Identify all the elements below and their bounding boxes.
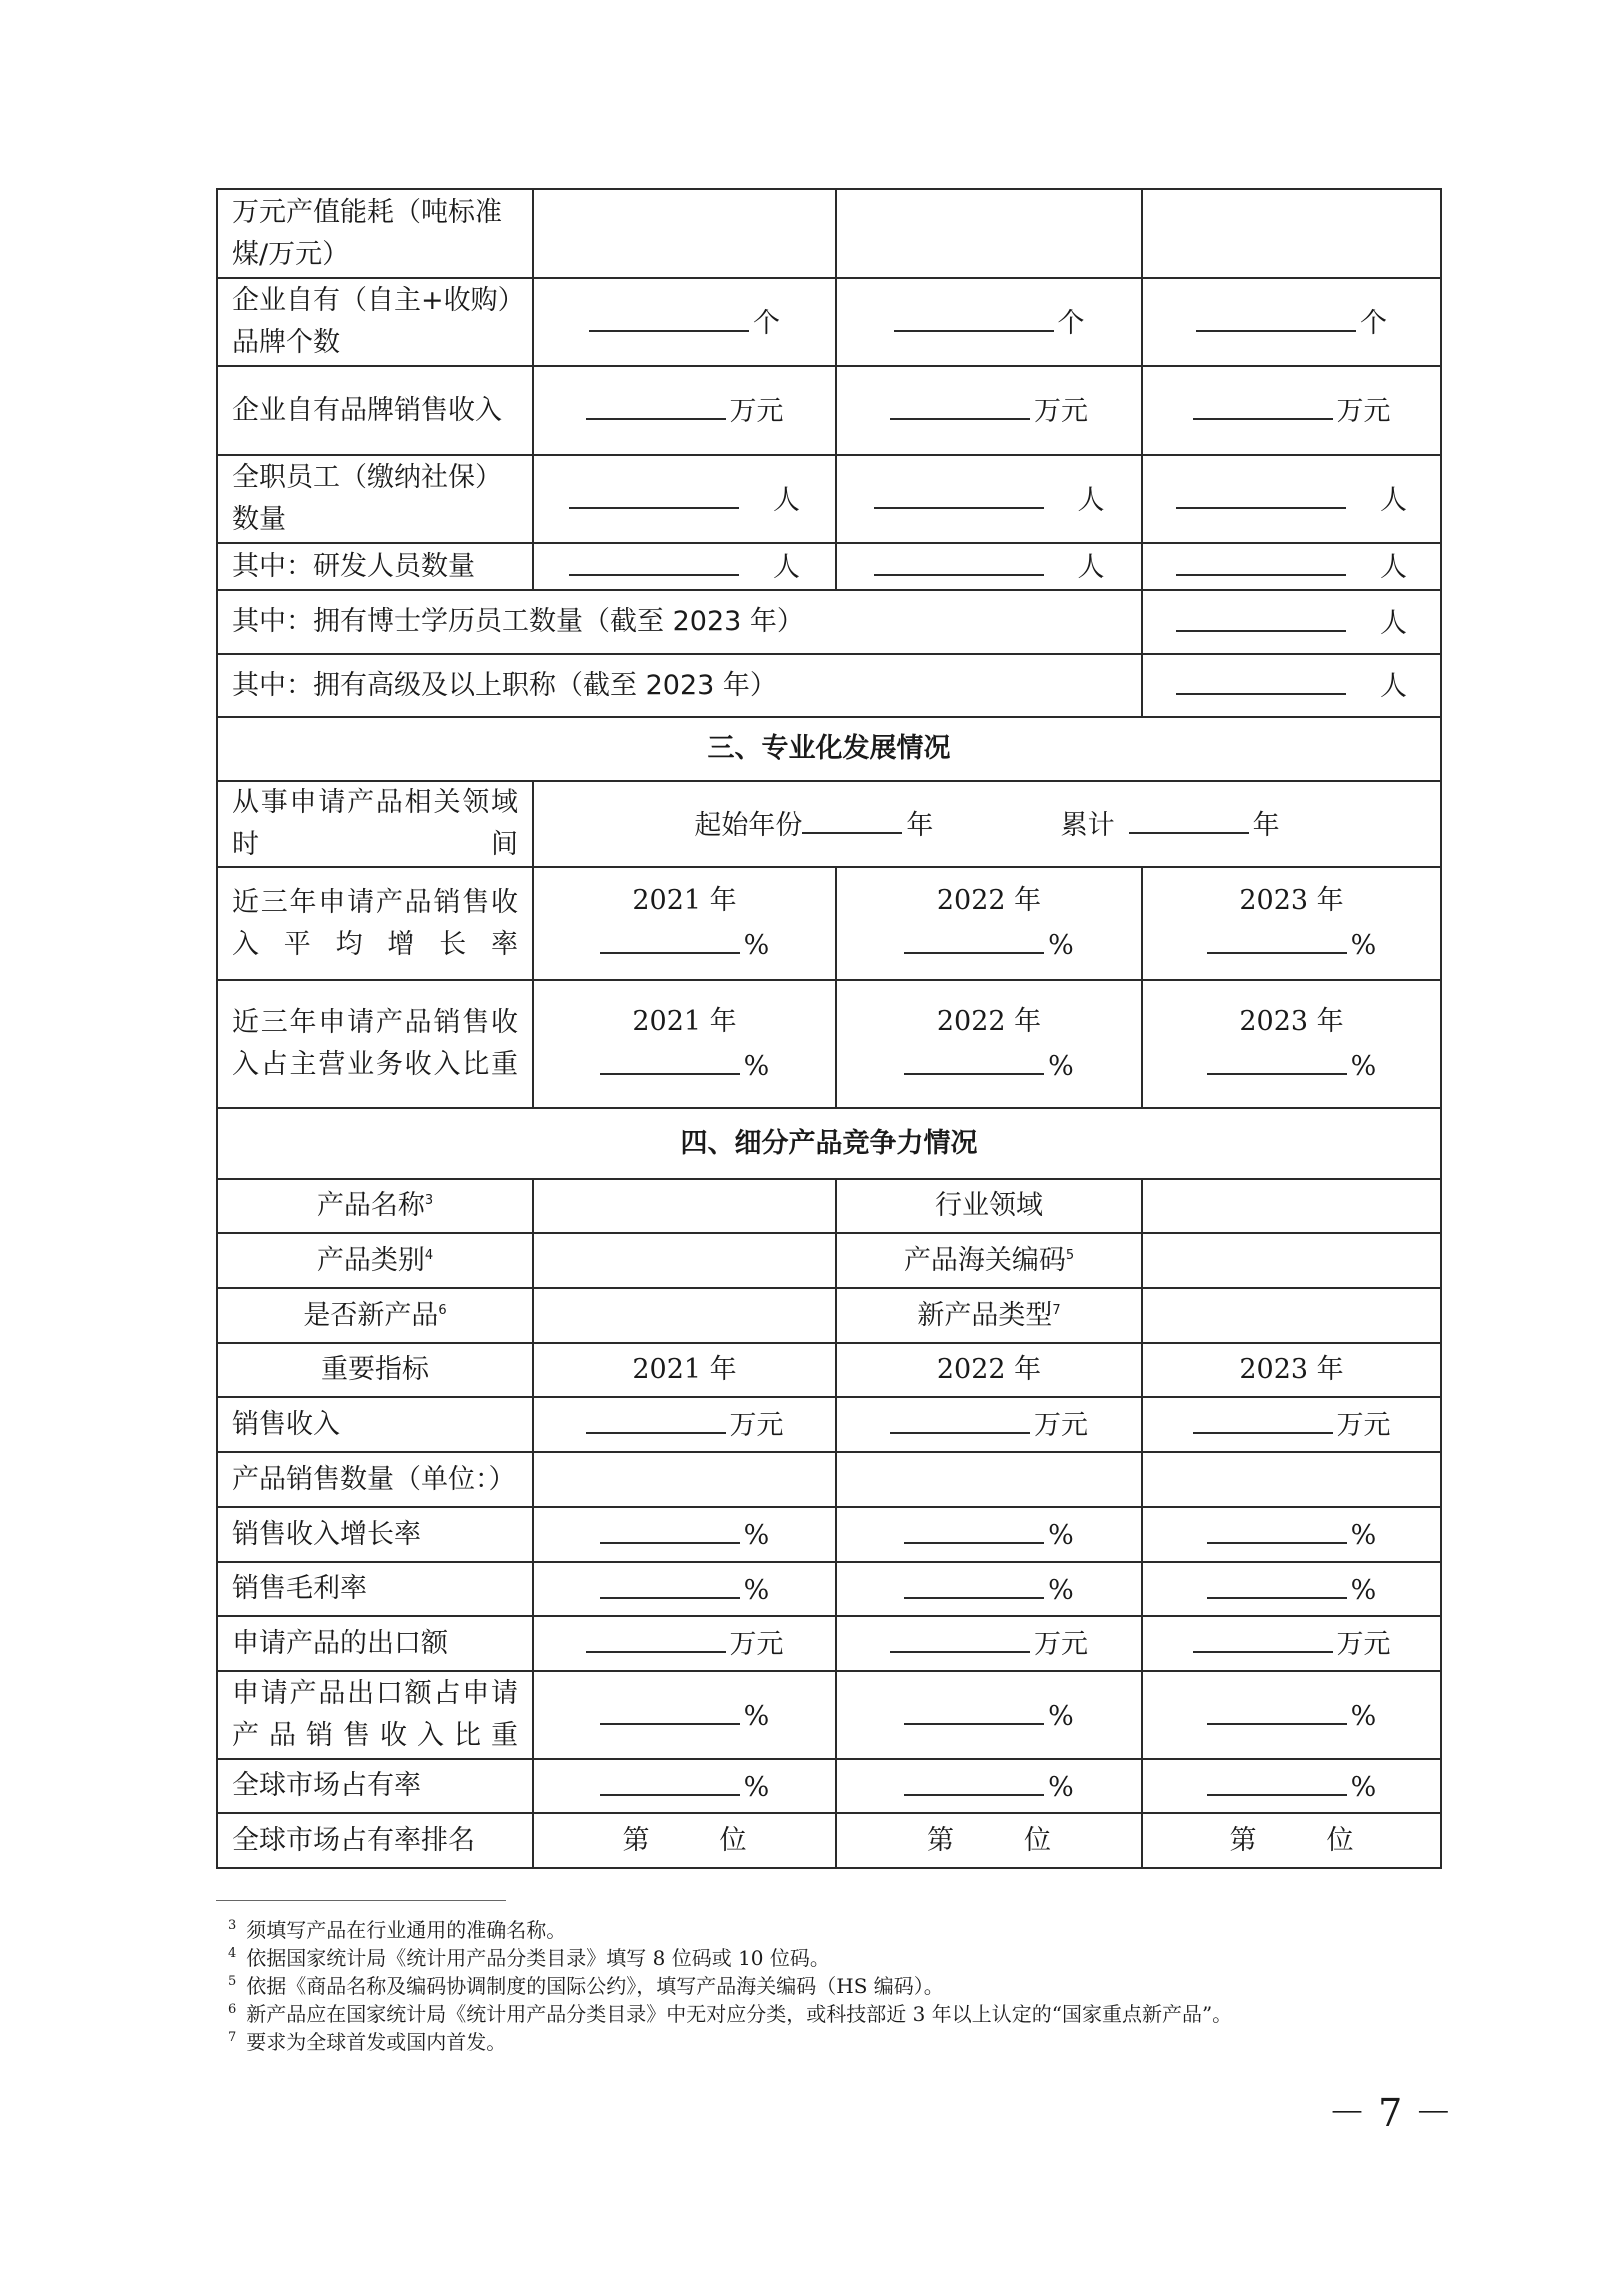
- unit-label: 万元: [1336, 396, 1391, 427]
- income-share-label: 近三年申请产品销售收入占主营业务收入比重: [217, 980, 533, 1108]
- year-unit: 年: [906, 809, 934, 841]
- fill-blank[interactable]: [600, 1693, 740, 1725]
- export-share-2021[interactable]: [533, 1671, 836, 1759]
- fill-blank[interactable]: [904, 1764, 1044, 1796]
- staff-2021-cell[interactable]: [533, 455, 836, 543]
- sales-income-2023[interactable]: [1142, 1397, 1441, 1452]
- start-year-blank[interactable]: [802, 802, 902, 834]
- unit-label: 万元: [1336, 1629, 1391, 1660]
- fill-blank[interactable]: [874, 477, 1044, 509]
- row-product-category: [217, 1233, 1441, 1288]
- sales-income-label: 销售收入: [217, 1397, 533, 1452]
- export-share-2023[interactable]: [1142, 1671, 1441, 1759]
- industry-field-cell[interactable]: [1142, 1179, 1441, 1233]
- fill-blank[interactable]: [1176, 600, 1346, 632]
- sales-growth-2022[interactable]: [836, 1507, 1142, 1562]
- sales-quantity-label: 产品销售数量（单位：）: [217, 1452, 533, 1507]
- unit-label: 人: [1380, 484, 1407, 516]
- year-label: 2021 年: [632, 885, 737, 916]
- is-new-product-cell[interactable]: [533, 1288, 836, 1343]
- start-year-label: 起始年份: [694, 809, 803, 841]
- year-label: 2021 年: [632, 1005, 737, 1037]
- fill-blank[interactable]: [1207, 1764, 1347, 1796]
- fill-blank[interactable]: [1207, 1693, 1347, 1725]
- field-time-label: 从事申请产品相关领域时间: [217, 781, 533, 867]
- fill-blank[interactable]: [1207, 1567, 1347, 1599]
- export-amount-2023[interactable]: [1142, 1616, 1441, 1671]
- footnote-ref: 6: [438, 1302, 447, 1318]
- fill-blank[interactable]: [1193, 388, 1333, 420]
- global-rank-2021[interactable]: 第 位: [533, 1813, 836, 1868]
- sales-income-2021[interactable]: [533, 1397, 836, 1452]
- export-share-label: 申请产品出口额占申请产品销售收入比重: [217, 1671, 533, 1759]
- unit-label: 万元: [1034, 396, 1088, 427]
- percent-sign: %: [743, 1574, 770, 1606]
- percent-sign: %: [743, 1700, 770, 1732]
- fill-blank[interactable]: [1196, 300, 1356, 332]
- footnote-ref: 7: [1052, 1302, 1061, 1318]
- unit-label: 人: [773, 552, 800, 583]
- phd-2023-cell[interactable]: [1142, 590, 1441, 654]
- row-sales-quantity: [217, 1452, 1441, 1507]
- row-income-share: [217, 980, 1441, 1108]
- year-2022-header: 2022 年: [836, 1343, 1142, 1397]
- row-staff: [217, 455, 1441, 543]
- cumulative-years-blank[interactable]: [1129, 802, 1249, 834]
- fill-blank[interactable]: [1176, 544, 1346, 576]
- section3-title: 三、专业化发展情况: [217, 717, 1441, 781]
- row-brand-sales: [217, 366, 1441, 455]
- sales-growth-label: 销售收入增长率: [217, 1507, 533, 1562]
- fill-blank[interactable]: [890, 388, 1030, 420]
- sales-qty-2022[interactable]: [836, 1452, 1142, 1507]
- global-share-2021[interactable]: [533, 1759, 836, 1813]
- new-product-type-label: 新产品类型$^7$: [836, 1288, 1142, 1343]
- footnote-3: $^3$ 须填写产品在行业通用的准确名称。: [228, 1918, 567, 1942]
- fill-blank[interactable]: [600, 1764, 740, 1796]
- fill-blank[interactable]: [874, 544, 1044, 576]
- export-share-2022[interactable]: [836, 1671, 1142, 1759]
- product-name-cell[interactable]: [533, 1179, 836, 1233]
- percent-sign: %: [1350, 1050, 1377, 1082]
- row-sales-income: [217, 1397, 1441, 1452]
- sales-qty-2021[interactable]: [533, 1452, 836, 1507]
- section4-header-row: [217, 1108, 1441, 1179]
- unit-label: 个: [1057, 307, 1085, 339]
- phd-staff-label: 其中：拥有博士学历员工数量（截至 2023 年）: [217, 590, 1142, 654]
- row-export-share: [217, 1671, 1441, 1759]
- fill-blank[interactable]: [586, 1402, 726, 1434]
- global-rank-2022[interactable]: 第 位: [836, 1813, 1142, 1868]
- fill-blank[interactable]: [1176, 663, 1346, 695]
- share-2021-cell[interactable]: [533, 980, 836, 1108]
- footnotes: [228, 1916, 1478, 2056]
- brand-sales-label: 企业自有品牌销售收入: [217, 366, 533, 455]
- percent-sign: %: [1048, 1700, 1074, 1732]
- product-name-label: 产品名称$^3$: [217, 1179, 533, 1233]
- fill-blank[interactable]: [569, 477, 739, 509]
- page-number: － 7 －: [1328, 2091, 1453, 2135]
- global-share-2023[interactable]: [1142, 1759, 1441, 1813]
- unit-label: 人: [1380, 552, 1407, 583]
- growth-2021-cell[interactable]: [533, 867, 836, 980]
- fill-blank[interactable]: [904, 1043, 1044, 1075]
- year-2021-header: 2021 年: [533, 1343, 836, 1397]
- fill-blank[interactable]: [600, 1043, 740, 1075]
- staff-label: 全职员工（缴纳社保）数量: [217, 455, 533, 543]
- year-label: 2022 年: [936, 1005, 1042, 1037]
- section3-header-row: [217, 717, 1441, 781]
- row-rd-staff: [217, 543, 1441, 590]
- fill-blank[interactable]: [904, 1693, 1044, 1725]
- year-label: 2023 年: [1239, 885, 1344, 916]
- rd-staff-label: 其中：研发人员数量: [217, 543, 533, 590]
- fill-blank[interactable]: [1207, 1043, 1347, 1075]
- row-new-product: [217, 1288, 1441, 1343]
- product-category-label: 产品类别$^4$: [217, 1233, 533, 1288]
- fill-blank[interactable]: [890, 1621, 1030, 1653]
- footnote-ref: 4: [424, 1247, 434, 1263]
- brand-count-2021-cell[interactable]: [533, 278, 836, 366]
- brand-sales-2022-cell[interactable]: [836, 366, 1142, 455]
- percent-sign: %: [1350, 1771, 1377, 1803]
- fill-blank[interactable]: [1193, 1402, 1333, 1434]
- sales-growth-2023[interactable]: [1142, 1507, 1441, 1562]
- global-rank-label: 全球市场占有率排名: [217, 1813, 533, 1868]
- row-senior-title: [217, 654, 1441, 717]
- percent-sign: %: [1048, 1771, 1074, 1803]
- gross-margin-label: 销售毛利率: [217, 1562, 533, 1616]
- gross-margin-2021[interactable]: [533, 1562, 836, 1616]
- percent-sign: %: [1048, 1520, 1074, 1551]
- row-growth-rate: [217, 867, 1441, 980]
- footnote-5: $^5$ 依据《商品名称及编码协调制度的国际公约》，填写产品海关编码（HS 编码）。: [228, 1974, 944, 1998]
- energy-label: 万元产值能耗（吨标准煤/万元）: [217, 189, 533, 278]
- rd-2021-cell[interactable]: [533, 543, 836, 590]
- unit-label: 人: [1077, 552, 1105, 583]
- fill-blank[interactable]: [600, 1512, 740, 1544]
- export-amount-2021[interactable]: [533, 1616, 836, 1671]
- fill-blank[interactable]: [1207, 1512, 1347, 1544]
- row-global-rank: [217, 1813, 1441, 1868]
- growth-rate-label: 近三年申请产品销售收入平均增长率: [217, 867, 533, 980]
- unit-label: 个: [1360, 307, 1387, 339]
- footnote-separator: [216, 1900, 506, 1901]
- footnote-ref: 5: [1065, 1247, 1075, 1263]
- footnote-ref: 3: [424, 1193, 434, 1208]
- global-share-2022[interactable]: [836, 1759, 1142, 1813]
- percent-sign: %: [1048, 1574, 1074, 1606]
- field-time-cell[interactable]: [533, 781, 1441, 867]
- section4-title: 四、细分产品竞争力情况: [217, 1108, 1441, 1179]
- percent-sign: %: [743, 930, 770, 961]
- fill-blank[interactable]: [904, 922, 1044, 954]
- gross-margin-2023[interactable]: [1142, 1562, 1441, 1616]
- energy-2023-cell[interactable]: [1142, 189, 1441, 278]
- is-new-product-label: 是否新产品$^6$: [217, 1288, 533, 1343]
- senior-title-label: 其中：拥有高级及以上职称（截至 2023 年）: [217, 654, 1142, 717]
- rd-2023-cell[interactable]: [1142, 543, 1441, 590]
- unit-label: 人: [1077, 484, 1105, 516]
- brand-count-2023-cell[interactable]: [1142, 278, 1441, 366]
- row-global-share: [217, 1759, 1441, 1813]
- year-2023-header: 2023 年: [1142, 1343, 1441, 1397]
- row-key-indicator-header: [217, 1343, 1441, 1397]
- new-product-type-cell[interactable]: [1142, 1288, 1441, 1343]
- sales-qty-2023[interactable]: [1142, 1452, 1441, 1507]
- unit-label: 人: [773, 484, 800, 516]
- energy-2021-cell[interactable]: [533, 189, 836, 278]
- fill-blank[interactable]: [1193, 1621, 1333, 1653]
- energy-2022-cell[interactable]: [836, 189, 1142, 278]
- row-gross-margin: [217, 1562, 1441, 1616]
- fill-blank[interactable]: [890, 1402, 1030, 1434]
- fill-blank[interactable]: [904, 1567, 1044, 1599]
- percent-sign: %: [1350, 1700, 1377, 1732]
- unit-label: 万元: [729, 1629, 784, 1660]
- unit-label: 万元: [1336, 1410, 1391, 1441]
- row-phd-staff: [217, 590, 1441, 654]
- staff-2023-cell[interactable]: [1142, 455, 1441, 543]
- row-brand-count: [217, 278, 1441, 366]
- row-sales-growth: [217, 1507, 1441, 1562]
- sales-growth-2021[interactable]: [533, 1507, 836, 1562]
- brand-sales-2023-cell[interactable]: [1142, 366, 1441, 455]
- rd-2022-cell[interactable]: [836, 543, 1142, 590]
- fill-blank[interactable]: [600, 1567, 740, 1599]
- customs-code-cell[interactable]: [1142, 1233, 1441, 1288]
- fill-blank[interactable]: [586, 388, 726, 420]
- percent-sign: %: [743, 1771, 770, 1803]
- footnote-7: $^7$ 要求为全球首发或国内首发。: [228, 2030, 507, 2054]
- footnote-4: $^4$ 依据国家统计局《统计用产品分类目录》填写 8 位码或 10 位码。: [228, 1946, 830, 1970]
- year-label: 2023 年: [1239, 1005, 1344, 1037]
- growth-2023-cell[interactable]: [1142, 867, 1441, 980]
- export-amount-2022[interactable]: [836, 1616, 1142, 1671]
- brand-count-label: 企业自有（自主+收购）品牌个数: [217, 278, 533, 366]
- unit-label: 万元: [1034, 1629, 1088, 1660]
- global-rank-2023[interactable]: 第 位: [1142, 1813, 1441, 1868]
- fill-blank[interactable]: [569, 544, 739, 576]
- year-label: 2022 年: [936, 885, 1042, 916]
- footnote-6: $^6$ 新产品应在国家统计局《统计用产品分类目录》中无对应分类，或科技部近 3 年以上认定的“国家重点新产品”。: [228, 2002, 1233, 2026]
- percent-sign: %: [1350, 1574, 1377, 1606]
- unit-label: 人: [1380, 671, 1407, 702]
- share-2022-cell[interactable]: [836, 980, 1142, 1108]
- fill-blank[interactable]: [589, 300, 749, 332]
- row-export-amount: [217, 1616, 1441, 1671]
- fill-blank[interactable]: [1207, 922, 1347, 954]
- unit-label: 万元: [729, 396, 784, 427]
- customs-code-label: 产品海关编码$^5$: [836, 1233, 1142, 1288]
- row-energy-consumption: [217, 189, 1441, 278]
- fill-blank[interactable]: [1176, 477, 1346, 509]
- row-product-name: [217, 1179, 1441, 1233]
- product-category-cell[interactable]: [533, 1233, 836, 1288]
- industry-field-label: 行业领域: [836, 1179, 1142, 1233]
- year-unit: 年: [1252, 809, 1280, 841]
- sales-income-2022[interactable]: [836, 1397, 1142, 1452]
- gross-margin-2022[interactable]: [836, 1562, 1142, 1616]
- share-2023-cell[interactable]: [1142, 980, 1441, 1108]
- staff-2022-cell[interactable]: [836, 455, 1142, 543]
- export-amount-label: 申请产品的出口额: [217, 1616, 533, 1671]
- percent-sign: %: [1350, 1520, 1377, 1551]
- fill-blank[interactable]: [586, 1621, 726, 1653]
- application-form-table: [216, 188, 1442, 1869]
- fill-blank[interactable]: [600, 922, 740, 954]
- percent-sign: %: [1048, 1050, 1074, 1082]
- unit-label: 人: [1380, 607, 1407, 639]
- global-share-label: 全球市场占有率: [217, 1759, 533, 1813]
- percent-sign: %: [743, 1520, 770, 1551]
- brand-sales-2021-cell[interactable]: [533, 366, 836, 455]
- growth-2022-cell[interactable]: [836, 867, 1142, 980]
- unit-label: 万元: [729, 1410, 784, 1441]
- fill-blank[interactable]: [894, 300, 1054, 332]
- percent-sign: %: [743, 1050, 770, 1082]
- senior-2023-cell[interactable]: [1142, 654, 1441, 717]
- fill-blank[interactable]: [904, 1512, 1044, 1544]
- percent-sign: %: [1350, 930, 1377, 961]
- cumulative-label: 累计: [1060, 809, 1115, 841]
- row-field-time: [217, 781, 1441, 867]
- percent-sign: %: [1048, 930, 1074, 961]
- unit-label: 个: [753, 307, 780, 339]
- key-indicator-label: 重要指标: [217, 1343, 533, 1397]
- brand-count-2022-cell[interactable]: [836, 278, 1142, 366]
- unit-label: 万元: [1034, 1410, 1088, 1441]
